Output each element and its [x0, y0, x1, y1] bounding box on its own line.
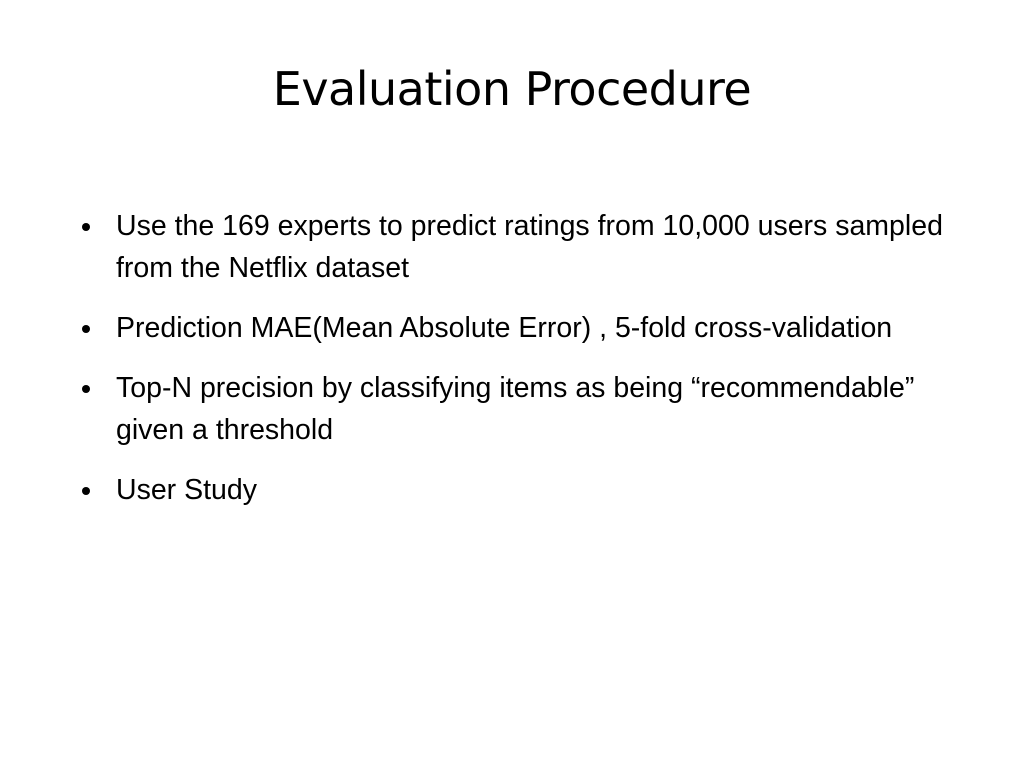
bullet-text: Top-N precision by classifying items as being “recommendable” given a threshold: [116, 372, 915, 446]
bullet-text: User Study: [116, 474, 257, 506]
bullet-item: [76, 367, 986, 451]
bullet-text: Use the 169 experts to predict ratings from 10,000 users sampled from the Netflix dataset: [116, 210, 943, 284]
bullet-dot-icon: [82, 385, 90, 393]
bullet-item: [76, 307, 986, 349]
bullet-dot-icon: [82, 223, 90, 231]
bullet-list: [76, 205, 986, 529]
bullet-dot-icon: [82, 325, 90, 333]
bullet-item: [76, 469, 986, 511]
bullet-text: Prediction MAE(Mean Absolute Error) , 5-fold cross-validation: [116, 312, 893, 344]
bullet-dot-icon: [82, 487, 90, 495]
slide-title: Evaluation Procedure: [272, 62, 752, 116]
bullet-item: [76, 205, 986, 289]
